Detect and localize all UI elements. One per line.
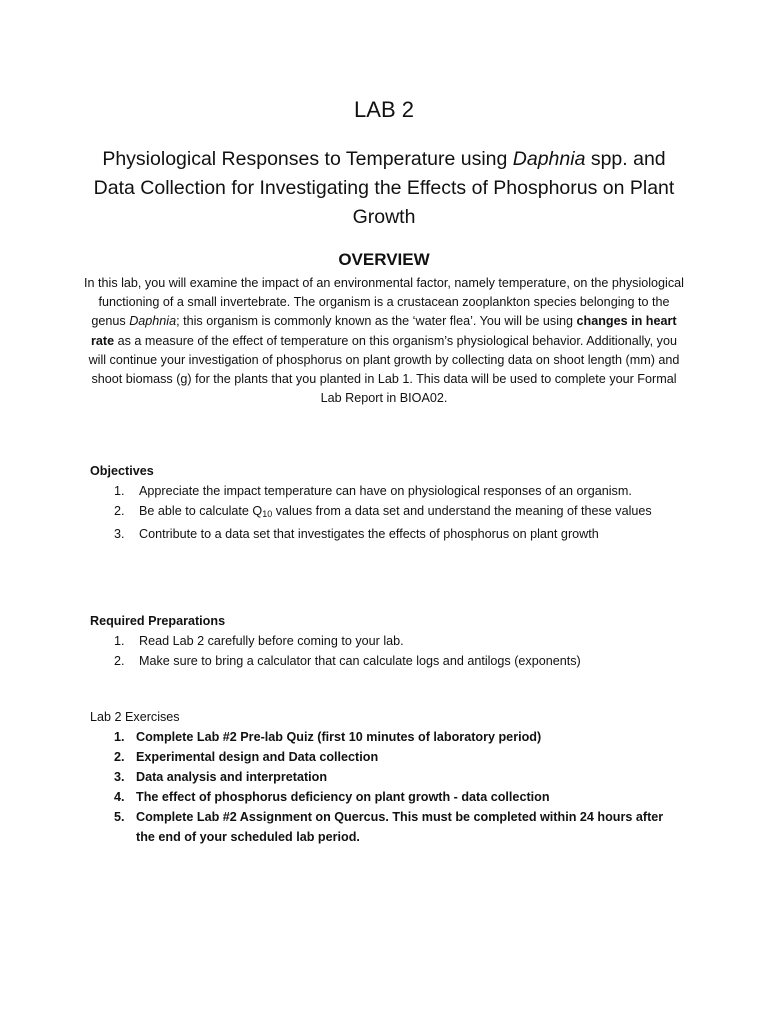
overview-bold: changes in heart rate <box>91 314 677 348</box>
exercises-heading: Lab 2 Exercises <box>90 710 180 724</box>
list-number: 1. <box>114 484 125 498</box>
preparations-list <box>90 631 670 671</box>
overview-genus: Daphnia <box>129 314 177 329</box>
preparation-item <box>90 651 670 671</box>
objective-item <box>90 524 670 544</box>
exercise-item <box>90 747 670 767</box>
list-number: 4. <box>114 790 125 804</box>
objective-item <box>90 501 670 524</box>
list-number: 1. <box>114 634 125 648</box>
exercises-section <box>90 707 670 847</box>
list-number: 2. <box>114 504 125 518</box>
objective-text: Contribute to a data set that investigates the effects of phosphorus on plant growth <box>139 527 599 541</box>
main-title <box>80 145 688 232</box>
preparations-section <box>90 611 670 671</box>
lab-title: LAB 2 <box>354 97 414 122</box>
exercise-item <box>90 787 670 807</box>
list-number: 3. <box>114 527 125 541</box>
main-title-part1: Physiological Responses to Temperature using <box>102 148 513 170</box>
objectives-heading: Objectives <box>90 464 154 478</box>
objectives-section <box>90 461 670 544</box>
exercise-text: Data analysis and interpretation <box>136 770 328 784</box>
preparation-item <box>90 631 670 651</box>
q10-subscript: 10 <box>262 509 273 519</box>
list-number: 2. <box>114 750 125 764</box>
exercise-text: Complete Lab #2 Pre-lab Quiz (first 10 minutes of laboratory period) <box>136 730 542 744</box>
list-number: 5. <box>114 810 125 824</box>
objective-item <box>90 481 670 501</box>
preparation-text: Make sure to bring a calculator that can calculate logs and antilogs (exponents) <box>139 654 581 668</box>
main-title-part2: spp. and Data Collection for Investigating the Effects of Phosphorus on Plant Growth <box>93 148 675 228</box>
overview-paragraph <box>84 274 684 408</box>
overview-text2: ; this organism is commonly known as the ‘water flea’. You will be using <box>176 314 577 329</box>
objectives-list <box>90 481 670 544</box>
exercise-item <box>90 727 670 747</box>
list-number: 2. <box>114 654 125 668</box>
overview-text1: In this lab, you will examine the impact of an environmental factor, namely temperature, on the physiological functioning of a small invertebrate. The organism is a crustacean zooplankton species belonging to the genus <box>84 276 684 329</box>
objective-text: Appreciate the impact temperature can have on physiological responses of an organism. <box>139 484 632 498</box>
exercise-text: Experimental design and Data collection <box>136 750 379 764</box>
exercise-text: Complete Lab #2 Assignment on Quercus. This must be completed within 24 hours after the end of your scheduled lab period. <box>136 810 664 844</box>
preparations-heading: Required Preparations <box>90 614 226 628</box>
objective-text-post: values from a data set and understand the meaning of these values <box>272 504 652 518</box>
preparation-text: Read Lab 2 carefully before coming to your lab. <box>139 634 404 648</box>
overview-heading: OVERVIEW <box>338 250 430 269</box>
overview-text3: as a measure of the effect of temperature on this organism’s physiological behavior. Additionally, you will continue your investigation of phosphorus on plant growth by collecting data on shoot length (mm) and shoot biomass (g) for the plants that you planted in Lab 1. This data will be used to complete your Formal Lab Report in BIOA02. <box>88 333 680 406</box>
exercise-item <box>90 767 670 787</box>
objective-text-pre: Be able to calculate Q <box>139 504 263 518</box>
exercises-list <box>90 727 670 847</box>
list-number: 3. <box>114 770 125 784</box>
main-title-italic: Daphnia <box>512 148 586 170</box>
exercise-item <box>90 807 670 847</box>
exercise-text: The effect of phosphorus deficiency on plant growth - data collection <box>136 790 550 804</box>
list-number: 1. <box>114 730 125 744</box>
